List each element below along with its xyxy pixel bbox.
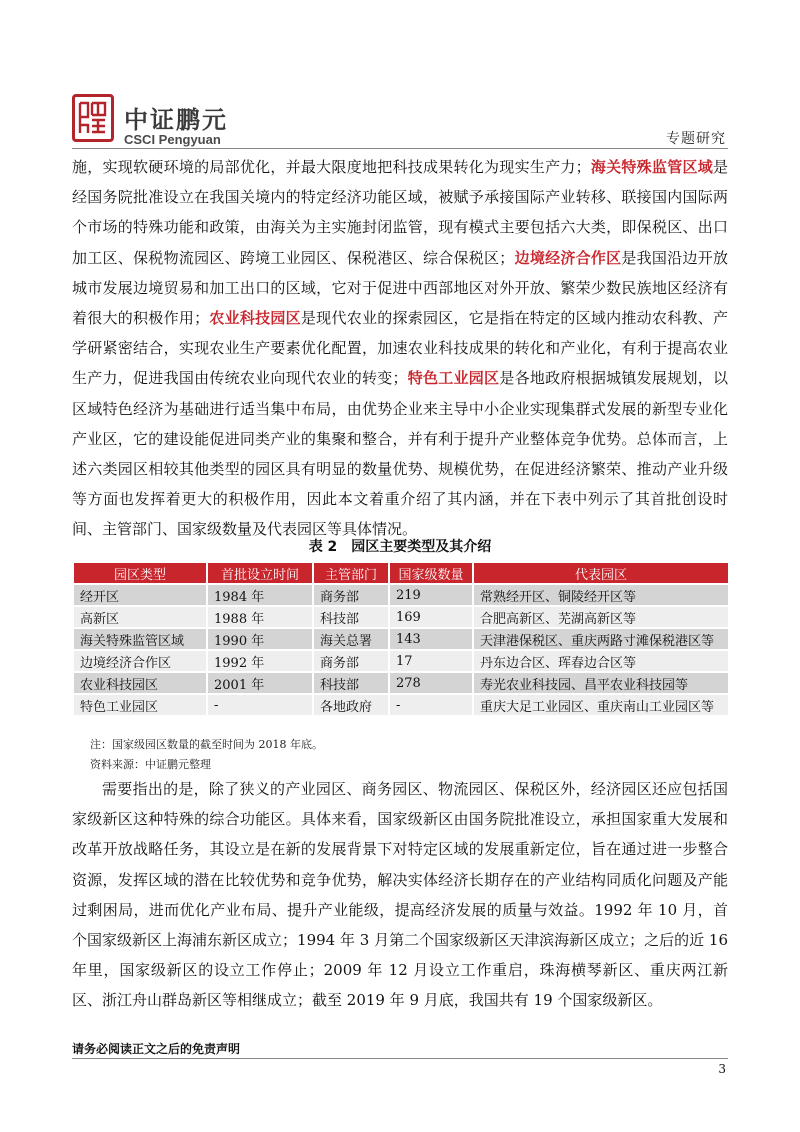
table-cell: 169 <box>390 607 472 627</box>
table-cell: 高新区 <box>74 607 206 627</box>
brand-name-cn: 中证鹏元 <box>124 106 228 134</box>
table-cell: 寿光农业科技园、昌平农业科技园等 <box>474 673 728 693</box>
table-cell: 2001 年 <box>208 673 312 693</box>
table-cell: 各地政府 <box>314 695 388 715</box>
table-cell: 1988 年 <box>208 607 312 627</box>
text-run: 施，实现软硬环境的局部优化，并最大限度地把科技成果转化为现实生产力； <box>72 158 591 176</box>
table-cell: 1990 年 <box>208 629 312 649</box>
table-cell: 经开区 <box>74 585 206 605</box>
highlight-term: 边境经济合作区 <box>514 248 622 267</box>
table-cell: - <box>208 695 312 715</box>
table-cell: 1992 年 <box>208 651 312 671</box>
table-cell: 丹东边合区、珲春边合区等 <box>474 651 728 671</box>
page-number: 3 <box>718 1062 726 1076</box>
table-title: 表 2 园区主要类型及其介绍 <box>308 539 492 555</box>
table-cell: 重庆大足工业园区、重庆南山工业园区等 <box>474 695 728 715</box>
table-cell: 143 <box>390 629 472 649</box>
table-cell: 219 <box>390 585 472 605</box>
table-source: 资料来源：中证鹏元整理 <box>90 758 211 771</box>
body-paragraph-1 <box>72 152 728 545</box>
table-cell: 科技部 <box>314 607 388 627</box>
table-note: 注：国家级园区数量的截至时间为 2018 年底。 <box>90 738 323 751</box>
table-cell: 商务部 <box>314 651 388 671</box>
column-header: 园区类型 <box>74 563 206 583</box>
table-cell: 农业科技园区 <box>74 673 206 693</box>
section-label: 专题研究 <box>666 131 726 147</box>
body-paragraph-2 <box>72 774 728 1016</box>
highlight-term: 海关特殊监管区域 <box>590 158 713 176</box>
header-divider <box>72 148 728 149</box>
disclaimer-notice: 请务必阅读正文之后的免责声明 <box>72 1042 241 1056</box>
column-header: 代表园区 <box>474 563 728 583</box>
table-cell: 海关特殊监管区域 <box>74 629 206 649</box>
logo-seal-icon <box>72 94 114 142</box>
table-row <box>74 673 728 693</box>
table-cell: 海关总署 <box>314 629 388 649</box>
table-row <box>74 695 728 715</box>
text-run: 需要指出的是，除了狭义的产业园区、商务园区、物流园区、保税区外，经济园区还应包括国家级新区这种特殊的综合功能区。具体来看，国家级新区由国务院批准设立，承担国家重大发展和改革开放战略任务，其设立是在新的发展背景下对特定区域的发展重新定位，旨在通过进一步整合资源，发挥区域的潜在比较优势和竞争优势，解决实体经济长期存在的产业结构同质化问题及产能过剩困局，进而优化产业布局、提升产业能级，提高经济发展的质量与效益。1992 年 10 月，首个国家级新区上海浦东新区成立；1994 年 3 月第二个国家级新区天津滨海新区成立；之后的近 16 年里，国家级新区的设立工作停止；2009 年 12 月设立工作重启，珠海横琴新区、重庆两江新区、浙江舟山群岛新区等相继成立；截至 2019 年 9 月底，我国共有 19 个国家级新区。 <box>72 780 728 1010</box>
table-cell: 常熟经开区、铜陵经开区等 <box>474 585 728 605</box>
highlight-term: 特色工业园区 <box>407 369 500 388</box>
table-cell: 特色工业园区 <box>74 695 206 715</box>
table-row <box>74 607 728 627</box>
column-header: 首批设立时间 <box>208 563 312 583</box>
table-cell: 1984 年 <box>208 585 312 605</box>
brand-name-en: CSCI Pengyuan <box>124 132 221 147</box>
table-cell: 科技部 <box>314 673 388 693</box>
table-row <box>74 629 728 649</box>
table-cell: 278 <box>390 673 472 693</box>
table-cell: 天津港保税区、重庆两路寸滩保税港区等 <box>474 629 728 649</box>
table-cell: 商务部 <box>314 585 388 605</box>
table-cell: - <box>390 695 472 715</box>
table-cell: 边境经济合作区 <box>74 651 206 671</box>
table-row <box>74 585 728 605</box>
highlight-term: 农业科技园区 <box>209 309 301 328</box>
footer-divider <box>72 1058 728 1059</box>
table-row <box>74 651 728 671</box>
text-run: 是现代农业的探索园区，它是指在特定的区域内推动农科教、产学研紧密结合，实现农业生产要素优化配置，加速农业科技成果的转化和产业化，有利于提高农业生产力，促进我国由传统农业向现代农业的转变； <box>72 309 728 388</box>
column-header: 主管部门 <box>314 563 388 583</box>
text-run: 是我国沿边开放城市发展边境贸易和加工出口的区域，它对于促进中西部地区对外开放、繁荣少数民族地区经济有着很大的积极作用； <box>72 248 728 328</box>
park-types-table <box>72 561 730 717</box>
column-header: 国家级数量 <box>390 563 472 583</box>
table-cell: 17 <box>390 651 472 671</box>
table-header-row <box>74 563 728 583</box>
text-run: 是经国务院批准设立在我国关境内的特定经济功能区域，被赋予承接国际产业转移、联接国内国际两个市场的特殊功能和政策，由海关为主实施封闭监管，现有模式主要包括六大类，即保税区、出口加工区、保税物流园区、跨境工业园区、保税港区、综合保税区； <box>72 158 728 267</box>
text-run: 是各地政府根据城镇发展规划，以区域特色经济为基础进行适当集中布局，由优势企业来主导中小企业实现集群式发展的新型专业化产业区，它的建设能促进同类产业的集聚和整合，并有利于提升产业整体竞争优势。总体而言，上述六类园区相较其他类型的园区具有明显的数量优势、规模优势，在促进经济繁荣、推动产业升级等方面也发挥着更大的积极作用，因此本文着重介绍了其内涵，并在下表中列示了其首批创设时间、主管部门、国家级数量及代表园区等具体情况。 <box>72 369 728 539</box>
table-cell: 合肥高新区、芜湖高新区等 <box>474 607 728 627</box>
